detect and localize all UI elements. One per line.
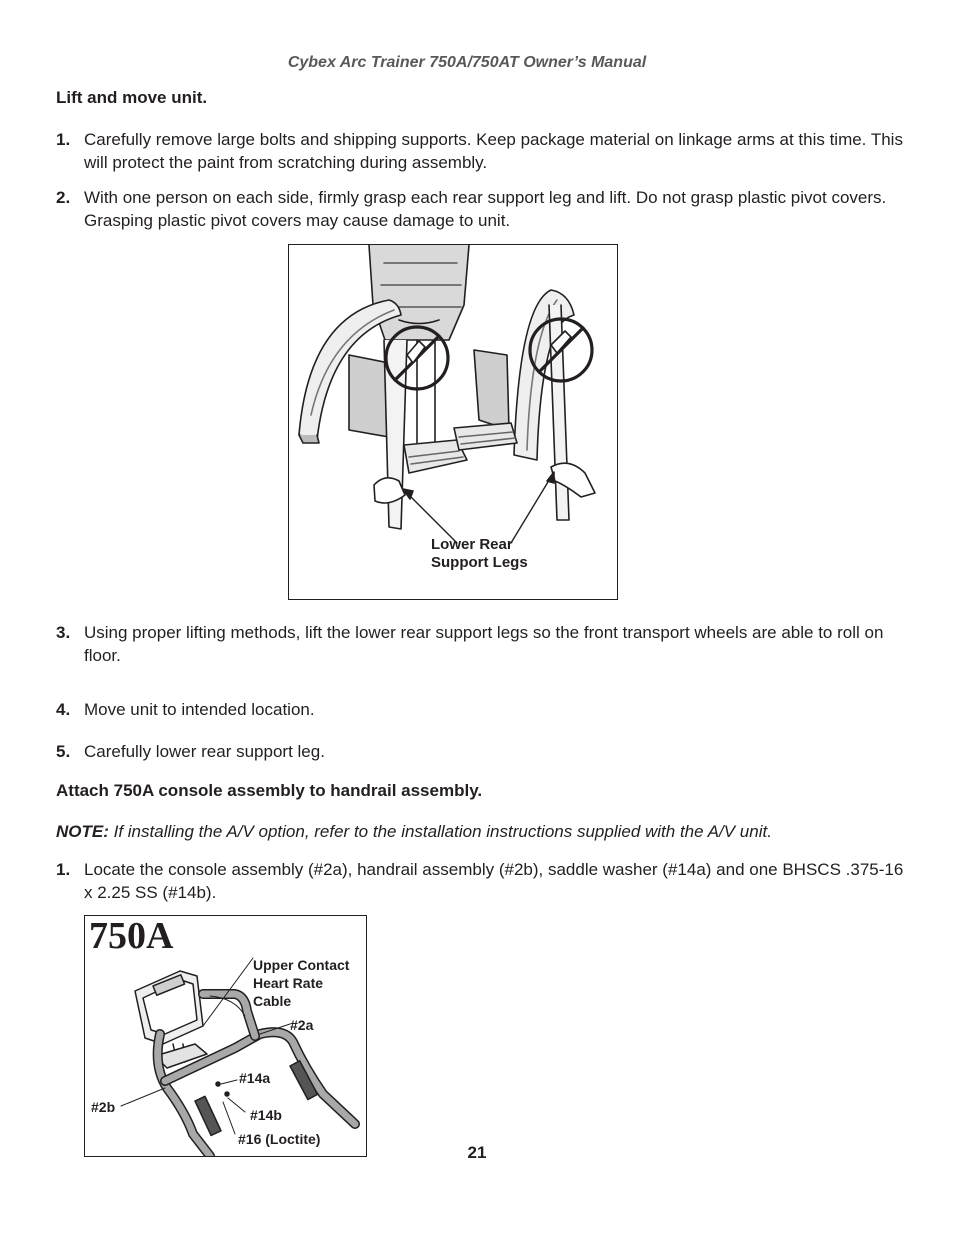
label-line: Cable — [253, 993, 292, 1009]
lifting-illustration — [288, 244, 618, 600]
note-label: NOTE: — [56, 822, 109, 841]
section-heading-attach-console: Attach 750A console assembly to handrail assembly. — [56, 781, 483, 800]
step-number: 2. — [56, 188, 71, 207]
step-item — [56, 621, 906, 667]
upper-contact-heart-rate-cable-label — [253, 956, 349, 1010]
console-assembly-illustration — [84, 915, 367, 1157]
running-title: Cybex Arc Trainer 750A/750AT Owner’s Manual — [287, 54, 647, 71]
step-number: 4. — [56, 700, 71, 719]
step-text: Move unit to intended location. — [84, 700, 315, 719]
lower-rear-support-legs-label — [431, 536, 528, 572]
page-number: 21 — [467, 1143, 487, 1162]
step-item — [56, 740, 906, 763]
label-2a: #2a — [290, 1017, 314, 1033]
step-text: Using proper lifting methods, lift the lower rear support legs so the front transport wheels are able to roll on floor. — [84, 623, 884, 665]
label-line: Heart Rate — [253, 975, 324, 991]
label-line: Upper Contact — [253, 957, 350, 973]
section-heading-lift: Lift and move unit. — [56, 88, 208, 107]
label-14a: #14a — [239, 1070, 271, 1086]
step-number: 3. — [56, 623, 71, 642]
step-number: 1. — [56, 860, 71, 879]
step-item — [56, 186, 906, 232]
label-line: Support Legs — [431, 554, 528, 571]
label-14b: #14b — [250, 1107, 282, 1123]
step-text: Carefully lower rear support leg. — [84, 742, 325, 761]
label-line: Lower Rear — [431, 536, 513, 553]
note-text: If installing the A/V option, refer to the installation instructions supplied with the A/V unit. — [108, 822, 772, 841]
step-text: Locate the console assembly (#2a), handrail assembly (#2b), saddle washer (#14a) and one BHSCS .375-16 x 2.25 SS (#14b). — [84, 860, 904, 902]
step-number: 5. — [56, 742, 71, 761]
step-text: Carefully remove large bolts and shipping supports. Keep package material on linkage arms at this time. This will protect the paint from scratching during assembly. — [84, 130, 903, 172]
step-text: With one person on each side, firmly grasp each rear support leg and lift. Do not grasp plastic pivot covers. Grasping plastic pivot covers may cause damage to unit. — [84, 188, 887, 230]
label-2b: #2b — [91, 1099, 116, 1115]
label-16-loctite: #16 (Loctite) — [238, 1131, 321, 1147]
step-item — [56, 858, 906, 904]
step-number: 1. — [56, 130, 71, 149]
step-item — [56, 698, 906, 721]
note — [56, 822, 916, 842]
model-title: 750A — [89, 915, 174, 957]
step-item — [56, 128, 906, 174]
